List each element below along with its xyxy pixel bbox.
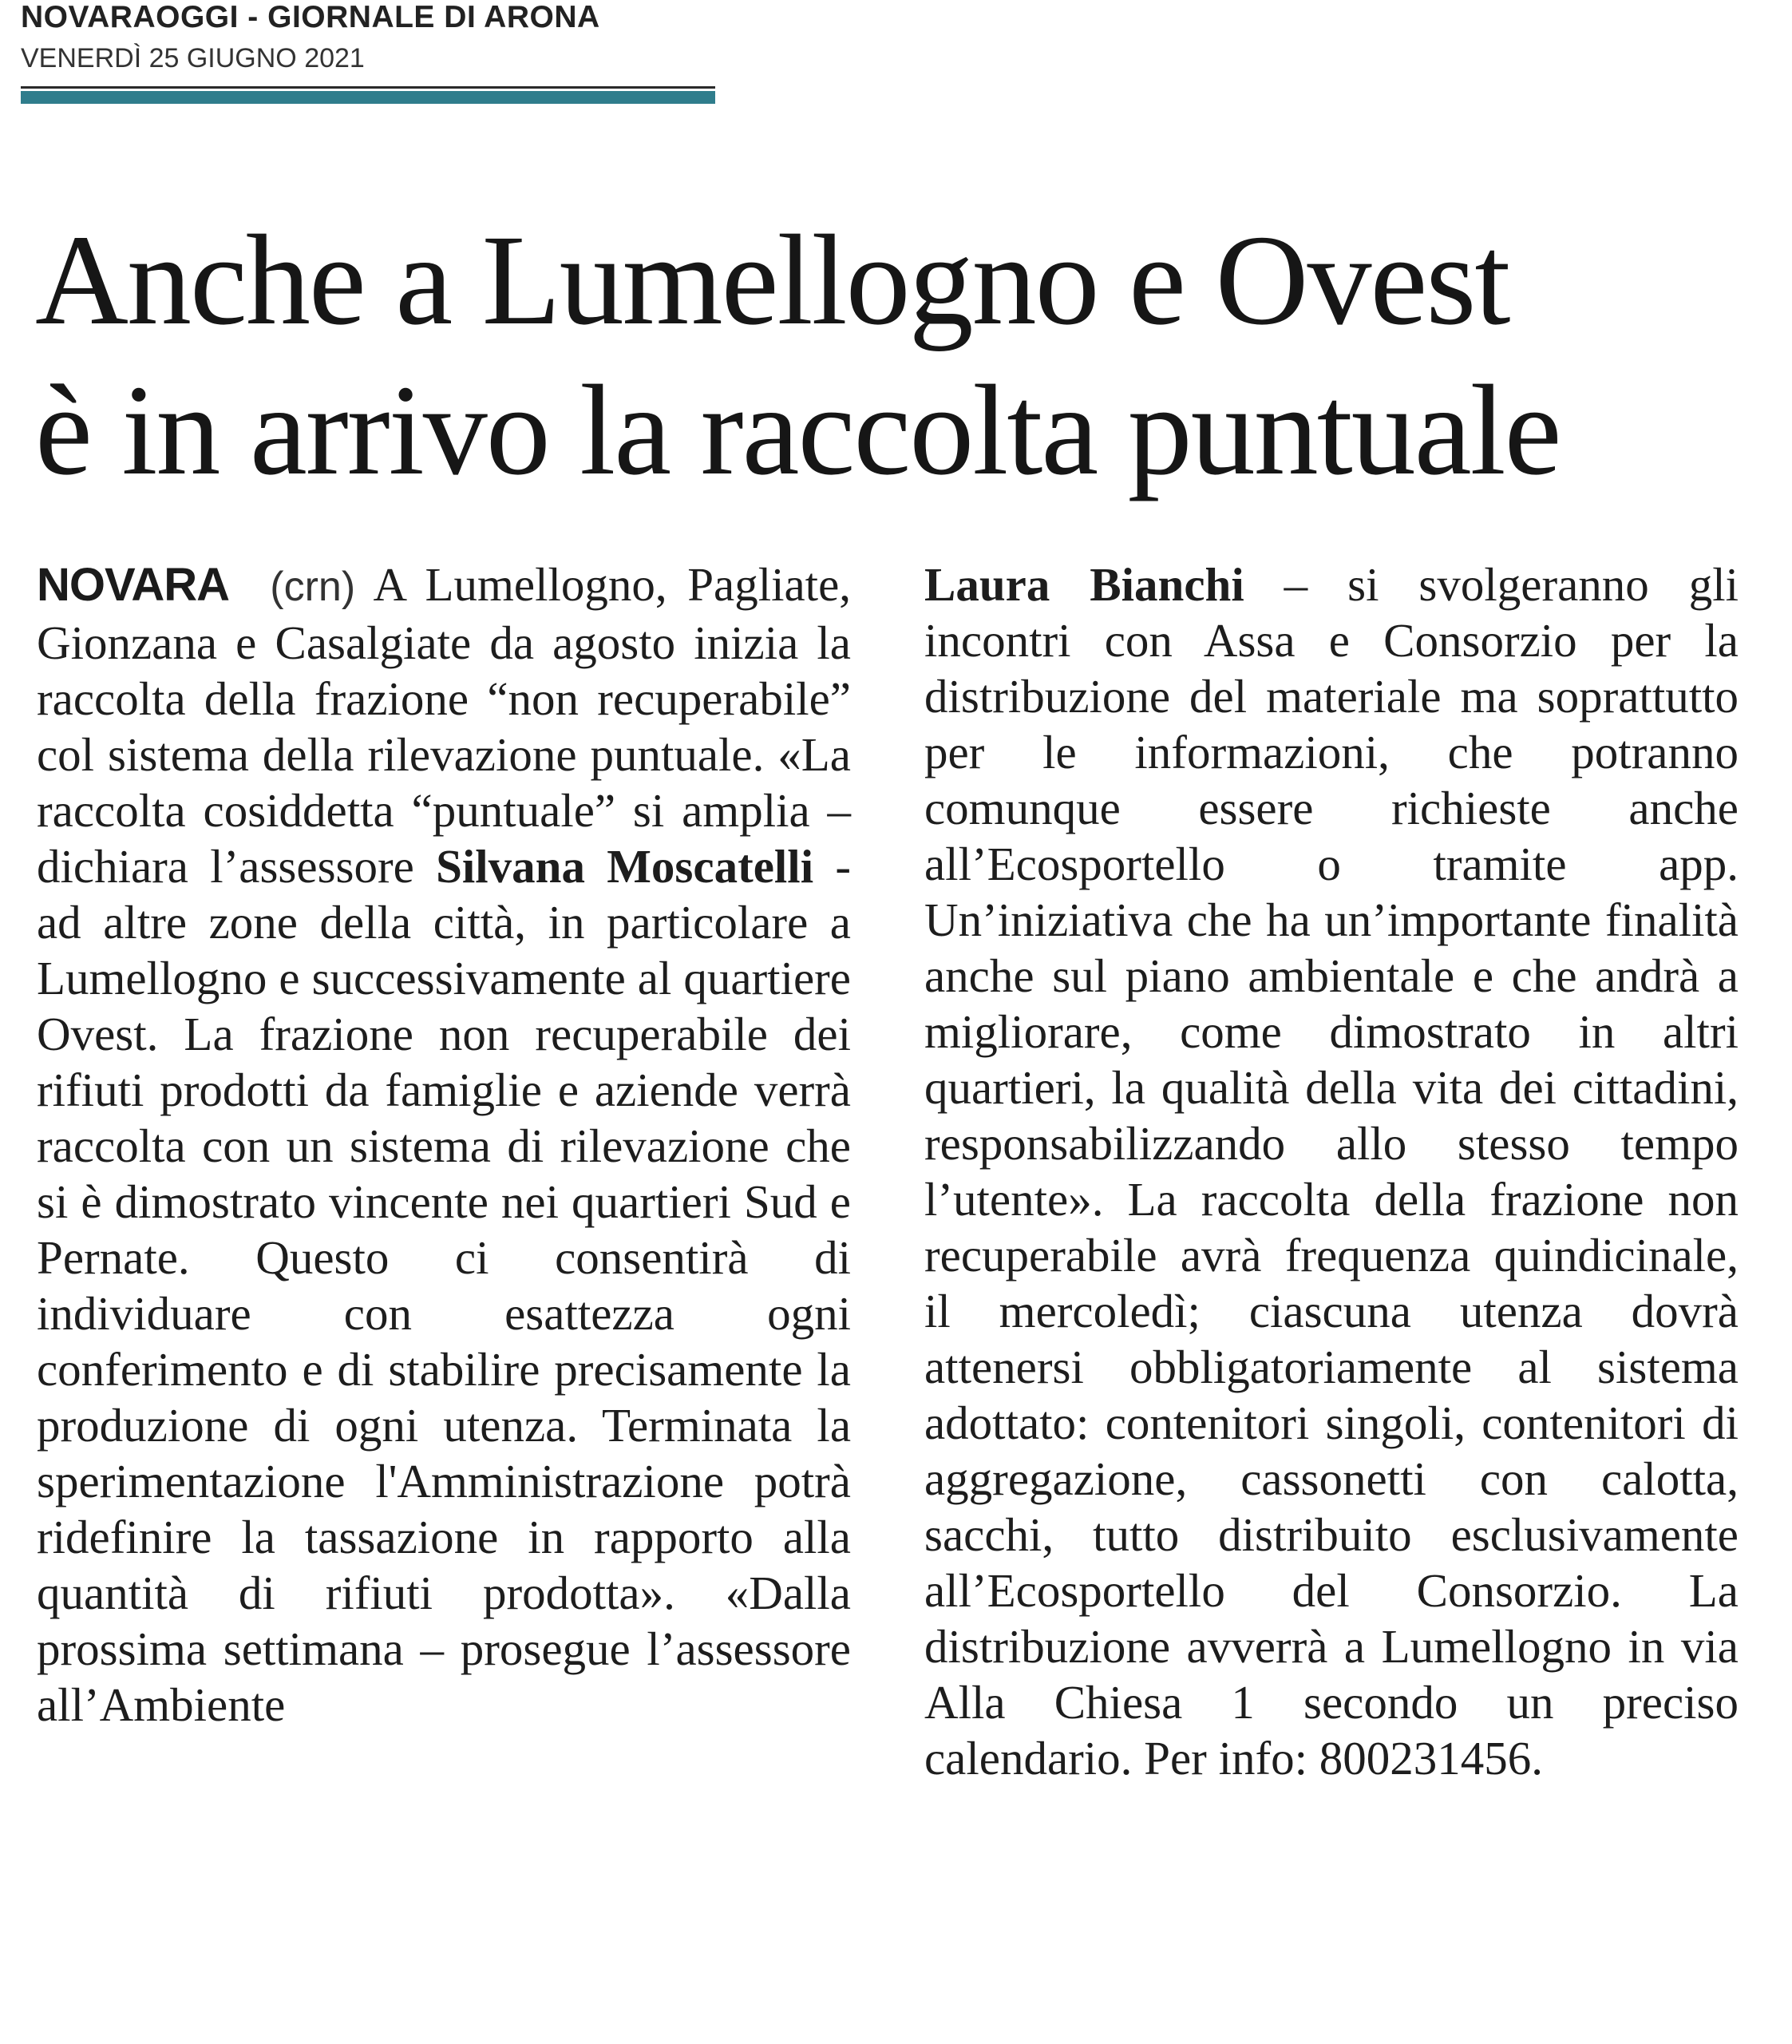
masthead-rule: [21, 86, 715, 89]
body-paragraph-left: [37, 557, 851, 1733]
headline-line-2: è in arrivo la raccolta puntuale: [35, 359, 1561, 502]
body-text-right: – si svolgeranno gli incontri con Assa e Consorzio per la distribuzione del materiale ma soprattutto per le informazioni, che potranno comunque essere richieste anche all’Ecosportello o tramite app. Un’iniziativa che ha un’importante finalità anche sul piano ambientale e che andrà a migliorare, come dimostrato in altri quartieri, la qualità della vita dei cittadini, responsabilizzando allo stesso tempo l’utente». La raccolta della frazione non recuperabile avrà frequenza quindicinale, il mercoledì; ciascuna utenza dovrà attenersi obbligatoriamente al sistema adottato: contenitori singoli, contenitori di aggregazione, cassonetti con calotta, sacchi, tutto distribuito esclusivamente all’Ecosportello del Consorzio. La distribuzione avverrà a Lumellogno in via Alla Chiesa 1 secondo un preciso calendario. Per info: 800231456.: [924, 558, 1739, 1785]
person-name-moscatelli: Silvana Moscatelli: [436, 840, 814, 893]
article-column-left: [37, 557, 851, 1733]
body-paragraph-right: [924, 557, 1739, 1786]
masthead-accent-bar: [21, 91, 715, 104]
person-name-bianchi: Laura Bianchi: [924, 558, 1244, 611]
author-initials: (crn): [270, 564, 356, 610]
article-column-right: [924, 557, 1739, 1786]
paper-name: NOVARAOGGI - GIORNALE DI ARONA: [21, 0, 600, 34]
issue-date: VENERDÌ 25 GIUGNO 2021: [21, 43, 365, 73]
headline-line-1: Anche a Lumellogno e Ovest: [35, 209, 1509, 352]
body-text-left-1: A Lumellogno, Pagliate, Gionzana e Casalgiate da agosto inizia la raccolta della frazione “non recuperabile” col sistema della rilevazione puntuale. «La raccolta cosiddetta “puntuale” si amplia – dichiara l’assessore: [37, 558, 852, 893]
body-text-left-2: - ad altre zone della città, in particolare a Lumellogno e successivamente al quartiere Ovest. La frazione non recuperabile dei rifiuti prodotti da famiglie e aziende verrà raccolta con un sistema di rilevazione che si è dimostrato vincente nei quartieri Sud e Pernate. Questo ci consentirà di individuare con esattezza ogni conferimento e di stabilire precisamente la produzione di ogni utenza. Terminata la sperimentazione l'Amministrazione potrà ridefinire la tassazione in rapporto alla quantità di rifiuti prodotta». «Dalla prossima settimana – prosegue l’assessore all’Ambiente: [37, 840, 851, 1731]
dateline: NOVARA: [37, 559, 230, 611]
article-headline: [35, 206, 1759, 506]
masthead: [21, 0, 715, 104]
